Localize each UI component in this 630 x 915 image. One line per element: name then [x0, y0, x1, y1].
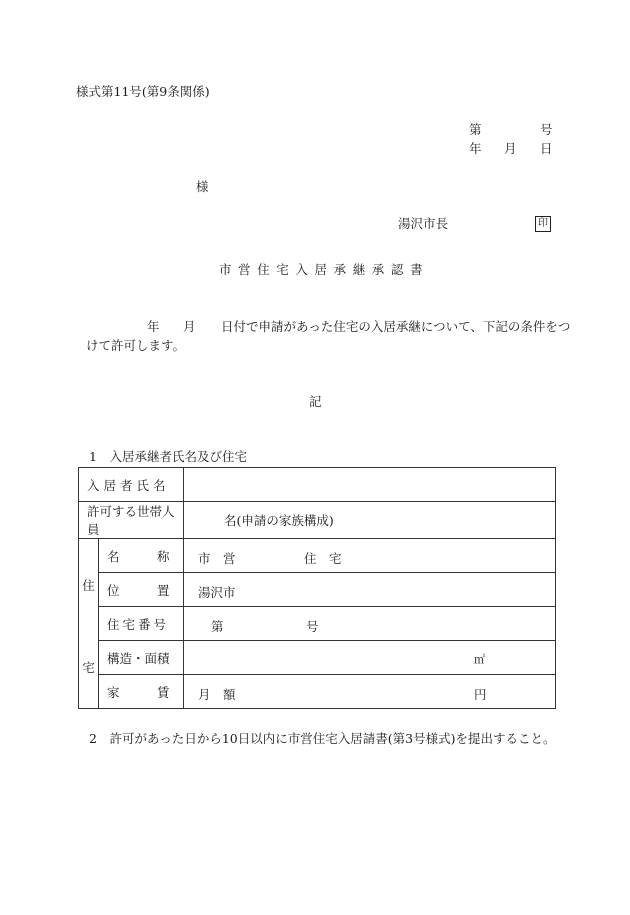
section-1-heading: 1 入居承継者氏名及び住宅 — [89, 449, 247, 464]
occupant-table — [78, 467, 556, 709]
location-label: 位 置 — [99, 573, 184, 607]
recipient-suffix: 様 — [196, 179, 209, 194]
date-day: 日 — [540, 141, 553, 156]
date-month: 月 — [504, 141, 517, 156]
house-number-value: 第 号 — [184, 607, 556, 641]
body-line-1: 日付で申請があった住宅の入居承継について、下記の条件をつ — [221, 319, 571, 334]
table-row — [79, 573, 556, 607]
table-row — [79, 607, 556, 641]
ki-heading: 記 — [309, 394, 322, 409]
body-line-2: けて許可します。 — [86, 338, 186, 353]
housing-side-label: 住 宅 — [79, 539, 99, 709]
structure-area-value: ㎡ — [184, 641, 556, 675]
housing-name-label: 名 称 — [99, 539, 184, 573]
doc-number-go: 号 — [540, 122, 553, 137]
document-title: 市営住宅入居承継承認書 — [219, 262, 430, 277]
table-row — [79, 641, 556, 675]
form-label: 様式第11号(第9条関係) — [76, 84, 210, 99]
section-2-note: 2 許可があった日から10日以内に市営住宅入居請書(第3号様式)を提出すること。 — [89, 731, 556, 746]
occupant-name-label: 入居者氏名 — [79, 468, 184, 502]
house-number-label: 住宅番号 — [99, 607, 184, 641]
structure-area-label: 構造・面積 — [99, 641, 184, 675]
seal-mark: 印 — [535, 216, 551, 232]
table-row — [79, 675, 556, 709]
household-label: 許可する世帯人員 — [79, 502, 184, 539]
rent-label: 家 賃 — [99, 675, 184, 709]
table-row — [79, 539, 556, 573]
occupant-name-value — [184, 468, 556, 502]
table-row — [79, 502, 556, 539]
location-value: 湯沢市 — [184, 573, 556, 607]
table-row — [79, 468, 556, 502]
date-year: 年 — [469, 141, 482, 156]
body-year: 年 — [147, 319, 160, 334]
body-month: 月 — [183, 319, 196, 334]
issuer-name: 湯沢市長 — [398, 216, 449, 231]
rent-value: 月 額 円 — [184, 675, 556, 709]
housing-name-value: 市 営 住 宅 — [184, 539, 556, 573]
doc-number-dai: 第 — [469, 122, 482, 137]
household-value: 名(申請の家族構成) — [184, 502, 556, 539]
